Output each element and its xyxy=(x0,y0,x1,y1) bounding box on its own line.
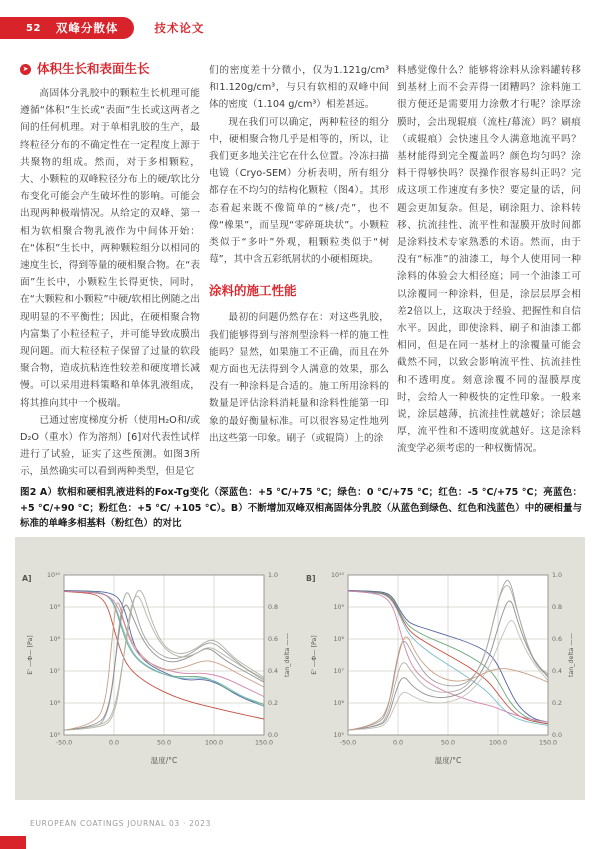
figure-2-panel xyxy=(15,537,585,800)
svg-text:0.0: 0.0 xyxy=(552,732,563,740)
svg-text:100.0: 100.0 xyxy=(488,739,508,747)
svg-text:10⁸: 10⁸ xyxy=(333,636,344,644)
svg-text:B]: B] xyxy=(306,574,316,583)
svg-text:10⁷: 10⁷ xyxy=(333,668,344,676)
svg-text:-50.0: -50.0 xyxy=(55,739,73,747)
section-heading-2 xyxy=(209,284,389,298)
svg-text:10⁷: 10⁷ xyxy=(49,668,60,676)
svg-text:10¹⁰: 10¹⁰ xyxy=(46,572,60,580)
svg-text:0.0: 0.0 xyxy=(392,739,404,747)
paragraph: 高固体分乳胶中的颗粒生长机理可能遵循“体积”生长或“表面”生长或这两者之间的任何机理。对于单相乳胶的生产，最终粒径分布的不确定性在一定程度上源于共聚物的组成。然而，对于多相颗粒，大、小颗粒的双峰粒径分布上的硬/软比分布变化可能会产生破坏性的影响。可能会出现两种极端情况。从给定的双峰、第一相为软相聚合物乳液作为中间体开始：在“体积”生长中，两种颗粒组分以相同的速度生长，得到等量的硬相聚合物。在“表面”生长中，小颗粒生长得更快，同时，在“大颗粒和小颗粒”中硬/软相比例随之出现明显的不平衡性；因此，在硬相聚合物内富集了小粒径粒子，并可能导致成膜出现问题。而大粒径粒子保留了过量的软段聚合物，造成抗粘连性较差和硬度增长减慢。可以采用进料策略和单体乳液组成，将其推向其中一个极端。 xyxy=(20,88,200,409)
svg-text:-50.0: -50.0 xyxy=(339,739,357,747)
svg-text:0.2: 0.2 xyxy=(268,700,279,708)
svg-text:0.6: 0.6 xyxy=(268,636,279,644)
svg-text:10⁶: 10⁶ xyxy=(49,700,60,708)
paragraph: 最初的问题仍然存在：对这些乳胶，我们能够得到与溶剂型涂料一样的施工性能吗？显然，如果施工不正确，而且在外观方面也无法得到令人满意的效果，那么没有一种涂料是合适的。施工所用涂料的数量是评估涂料消耗量和涂料性能第一印象的最好衡量标准。可以很容易定性地列出这些第一印象。刷子（或辊筒）上的涂 xyxy=(209,312,389,444)
page-corner-mark xyxy=(0,836,26,849)
svg-text:tan_delta ——: tan_delta —— xyxy=(568,632,575,678)
text-column-1 xyxy=(20,62,200,481)
svg-text:0.6: 0.6 xyxy=(552,636,563,644)
text-column-2 xyxy=(209,62,389,447)
arrow-bullet-icon: ➤ xyxy=(20,64,31,75)
svg-text:0.8: 0.8 xyxy=(552,604,563,612)
svg-text:1.0: 1.0 xyxy=(268,572,279,580)
svg-text:0.8: 0.8 xyxy=(268,604,279,612)
svg-text:150.0: 150.0 xyxy=(254,739,274,747)
svg-text:E' —Φ— [Pa]: E' —Φ— [Pa] xyxy=(311,635,318,675)
paragraph: 已通过密度梯度分析（使用H₂O和/或D₂O（重水）作为溶剂）[6]对代表性试样进行了试验，证实了这些预测。如图3所示，虽然确实可以看到两种类型，但是它 xyxy=(20,414,200,478)
chart-panel-b xyxy=(302,563,584,795)
svg-text:0.0: 0.0 xyxy=(108,739,120,747)
svg-text:10⁵: 10⁵ xyxy=(333,732,344,740)
svg-text:10⁹: 10⁹ xyxy=(333,604,344,612)
svg-text:温度/°C: 温度/°C xyxy=(434,756,462,765)
chart-panel-a xyxy=(18,563,300,795)
svg-text:10⁶: 10⁶ xyxy=(333,700,344,708)
journal-footer: EUROPEAN COATINGS JOURNAL 03 · 2023 xyxy=(30,819,212,828)
svg-text:100.0: 100.0 xyxy=(204,739,224,747)
svg-text:50.0: 50.0 xyxy=(440,739,456,747)
svg-text:10⁵: 10⁵ xyxy=(49,732,60,740)
paragraph: 料感觉像什么？能够将涂料从涂料罐转移到基材上而不会弄得一团糟吗？涂料施工很方便还是需要用力涂敷才行呢？涂厚涂膜时，会出现辊痕（流柱/幕流）吗？刷痕（或辊痕）会快速且令人满意地流平吗？基材能得到完全覆盖吗？颜色均匀吗？涂料干得够快吗？误操作很容易纠正吗？完成这项工作速度有多快？要定量的话，问题会更加复杂。但是，刷涂阻力、涂料转移、抗流挂性、流平性和湿膜开放时间都是涂料技术专家熟悉的术语。然而，由于没有“标准”的油漆工，每个人使用同一种涂料的体验会大相径庭；同一个油漆工可以涂覆同一种涂料，但是，涂层层厚会相差2倍以上，这取决于经验、把握性和自信水平。因此，即使涂料、刷子和油漆工都相同，但是在同一基材上的涂覆量可能会截然不同，以致会影响流平性、抗流挂性和不透明度。刻意涂覆不同的湿膜厚度时，会给人一种极快的定性印象。一般来说，涂层越薄，抗流挂性就越好；涂层越厚，流平性和不透明度就越好。这是涂料流变学必须考虑的一种权衡情况。 xyxy=(397,65,581,455)
svg-text:温度/°C: 温度/°C xyxy=(150,756,178,765)
svg-text:50.0: 50.0 xyxy=(156,739,172,747)
section-heading-1 xyxy=(20,62,200,76)
paragraph: 们的密度差十分微小，仅为1.121g/cm³和1.120g/cm³，与只有软相的双峰中间体的密度（1.104 g/cm³）相差甚远。 xyxy=(209,65,389,111)
section-heading-1-text: 体积生长和表面生长 xyxy=(37,61,150,76)
svg-text:0.4: 0.4 xyxy=(552,668,563,676)
section-title: 双峰分散体 xyxy=(55,21,119,35)
svg-text:10⁸: 10⁸ xyxy=(49,636,60,644)
section-heading-2-text: 涂料的施工性能 xyxy=(209,283,297,299)
svg-text:E' —Φ— [Pa]: E' —Φ— [Pa] xyxy=(27,635,34,675)
svg-text:10¹⁰: 10¹⁰ xyxy=(330,572,344,580)
svg-text:1.0: 1.0 xyxy=(552,572,563,580)
svg-text:10⁹: 10⁹ xyxy=(49,604,60,612)
svg-text:tan_delta ——: tan_delta —— xyxy=(284,632,291,678)
section-badge xyxy=(0,17,134,39)
figure-caption: 图2 A）软相和硬相乳液进料的Fox-Tg变化（深蓝色：+5 °C/+75 °C；绿色：0 °C/+75 °C；红色：-5 °C/+75 °C；亮蓝色：+5 °C/+90 °C；粉红色：+5 °C/ +105 °C）。B）不断增加双峰双相高固体分乳胶（从蓝色到绿色、红色和浅蓝色）中的硬相量与标准的单峰多相基料（粉红色）的对比 xyxy=(20,487,582,530)
page-number: 52 xyxy=(26,22,41,34)
svg-text:150.0: 150.0 xyxy=(538,739,558,747)
svg-text:0.4: 0.4 xyxy=(268,668,279,676)
svg-text:A]: A] xyxy=(22,574,32,583)
page-header xyxy=(0,17,204,39)
text-column-3 xyxy=(397,62,581,458)
svg-text:0.0: 0.0 xyxy=(268,732,279,740)
article-type-label: 技术论文 xyxy=(154,21,205,35)
paragraph: 现在我们可以确定，两种粒径的组分中，硬相聚合物几乎是相等的，所以，让我们更多地关注它在什么位置。冷冻扫描电镜（Cryo-SEM）分析表明，所有组分都存在不均匀的结构化颗粒（图4）。其形态看起来既不像简单的“核/壳”，也不像“橡果”，而呈现“零碎斑块状”。小颗粒类似于“多叶”外观，粗颗粒类似于“树莓”，其中含五彩纸屑状的小硬相斑块。 xyxy=(209,116,389,266)
svg-text:0.2: 0.2 xyxy=(552,700,563,708)
